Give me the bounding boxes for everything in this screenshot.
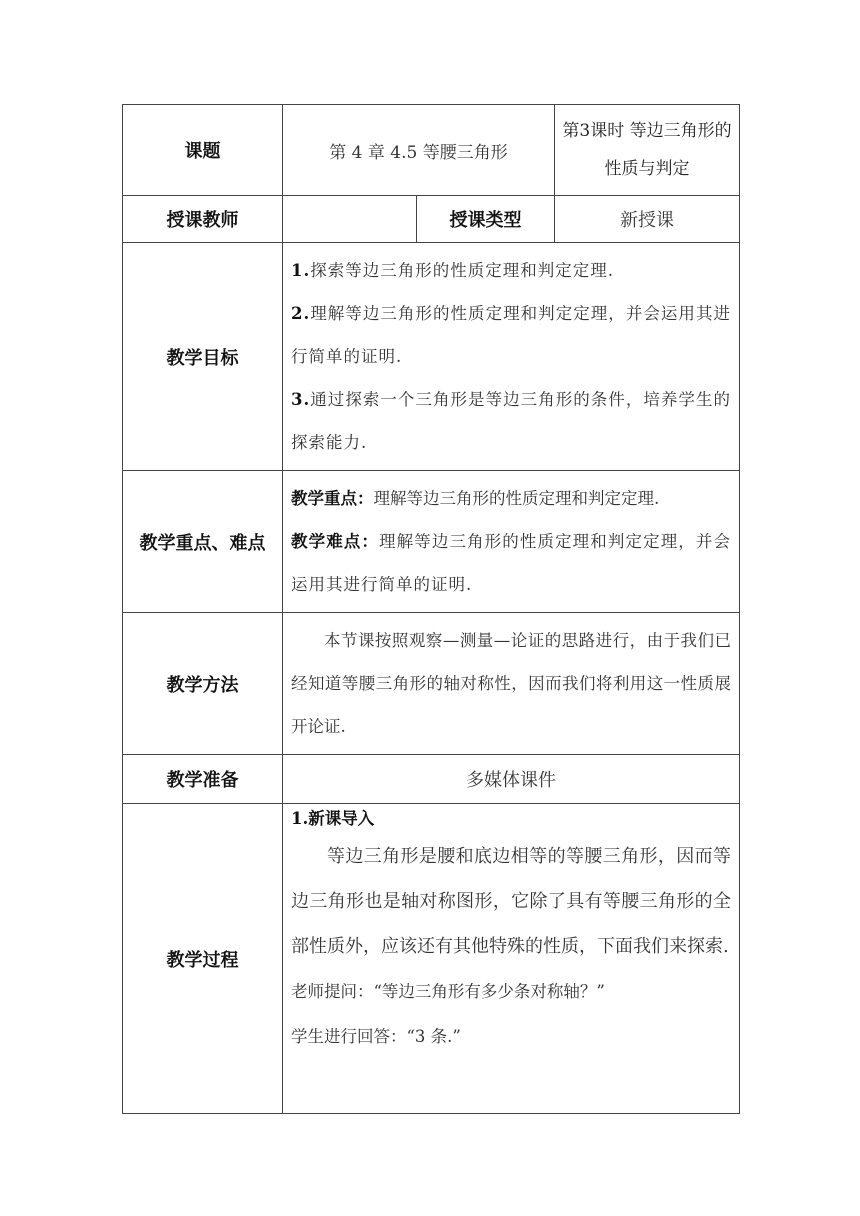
teacher-value — [283, 196, 417, 243]
objectives-label: 教学目标 — [123, 243, 283, 471]
method-content — [283, 613, 740, 755]
key-point: 教学重点：理解等边三角形的性质定理和判定定理. — [291, 489, 660, 508]
objective-item: 1.探索等边三角形的性质定理和判定定理. — [291, 261, 614, 280]
key-points-label: 教学重点、难点 — [123, 471, 283, 613]
row-method — [123, 613, 740, 755]
process-heading: 1.新课导入 — [291, 809, 375, 828]
type-label: 授课类型 — [417, 196, 555, 243]
objectives-content — [283, 243, 740, 471]
row-key-points — [123, 471, 740, 613]
process-paragraph: 等边三角形是腰和底边相等的等腰三角形，因而等边三角形也是轴对称图形，它除了具有等腰三角形的全部性质外，应该还有其他特殊的性质，下面我们来探索. — [291, 846, 731, 957]
preparation-label: 教学准备 — [123, 755, 283, 804]
teacher-question: 老师提问：“等边三角形有多少条对称轴？” — [291, 982, 605, 1001]
row-teacher — [123, 196, 740, 243]
key-points-content — [283, 471, 740, 613]
objective-item: 3.通过探索一个三角形是等边三角形的条件，培养学生的探索能力. — [291, 390, 731, 452]
student-answer: 学生进行回答：“3 条.” — [291, 1027, 461, 1046]
method-text: 本节课按照观察—测量—论证的思路进行，由于我们已经知道等腰三角形的轴对称性，因而我们将利用这一性质展开论证. — [291, 631, 731, 736]
process-label: 教学过程 — [123, 804, 283, 1114]
row-objectives — [123, 243, 740, 471]
chapter-title: 第 4 章 4.5 等腰三角形 — [283, 105, 555, 196]
lesson-title: 第3课时 等边三角形的性质与判定 — [555, 105, 740, 196]
type-value: 新授课 — [555, 196, 740, 243]
lesson-plan-table — [122, 104, 740, 1114]
method-label: 教学方法 — [123, 613, 283, 755]
teacher-label: 授课教师 — [123, 196, 283, 243]
row-preparation — [123, 755, 740, 804]
process-content — [283, 804, 740, 1114]
topic-label: 课题 — [123, 105, 283, 196]
difficult-point: 教学难点：理解等边三角形的性质定理和判定定理，并会运用其进行简单的证明. — [291, 532, 732, 594]
row-process — [123, 804, 740, 1114]
preparation-value: 多媒体课件 — [283, 755, 740, 804]
objective-item: 2.理解等边三角形的性质定理和判定定理，并会运用其进行简单的证明. — [291, 304, 731, 366]
row-topic — [123, 105, 740, 196]
